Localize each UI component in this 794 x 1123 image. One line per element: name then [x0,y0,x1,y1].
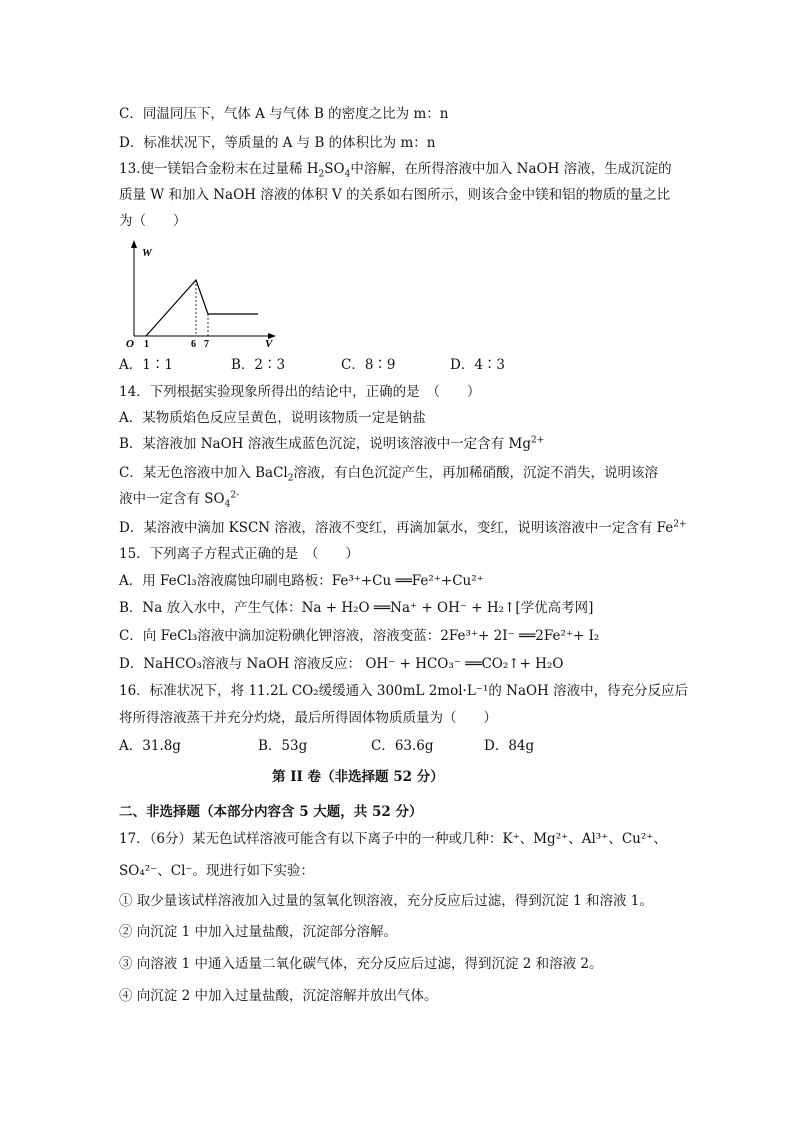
q13-option-d: D．4∶3 [450,357,506,373]
q17-step-2: ② 向沉淀 1 中加入过量盐酸，沉淀部分溶解。 [119,924,397,940]
tick-label-6: 6 [191,339,196,348]
precipitate-volume-graph [124,238,284,348]
q13-option-c: C．8∶9 [341,357,396,373]
y-axis-label: W [142,247,152,259]
q17-step-3: ③ 向溶液 1 中通入适量二氧化碳气体，充分反应后过滤，得到沉淀 2 和溶液 2。 [119,956,603,972]
q13-stem-line1: 13.使一镁铝合金粉末在过量稀 $H_2SO_4$中溶解，在所得溶液中加入 NaOH 溶液，生成沉淀的 [119,161,672,180]
q15-option-d: D．NaHCO₃溶液与 NaOH 溶液反应： OH⁻ + HCO₃⁻ ══CO₂↑+ H₂O [119,656,564,672]
q13-option-b: B．2∶3 [231,357,286,373]
tick-label-1: 1 [144,339,149,348]
q14-option-c-line1: C．某无色溶液中加入 BaCl$_2$溶液，有白色沉淀产生，再加稀硝酸，沉淀不消失，说明该溶 [119,465,658,484]
q17-stem-line2: SO₄²⁻、Cl⁻。现进行如下实验： [119,863,315,879]
origin-label: O [126,338,134,348]
q16-stem-line2: 将所得溶液蒸干并充分灼烧，最后所得固体物质质量为（ ） [119,710,497,726]
precipitate-curve [146,280,258,336]
q12-option-c: C．同温同压下，气体 A 与气体 B 的密度之比为 m：n [119,106,449,122]
q15-stem: 15．下列离子方程式正确的是 （ ） [119,546,359,562]
q16-option-b: B．53g [258,738,308,754]
q16-option-d: D．84g [484,738,535,754]
q14-option-d: D．某溶液中滴加 KSCN 溶液，溶液不变红，再滴加氯水，变红，说明该溶液中一定含有 $Fe^{2+}$ [119,519,687,536]
q16-stem-line1: 16．标准状况下，将 11.2L CO₂缓缓通入 300mL 2mol·L⁻¹的 NaOH 溶液中，待充分反应后 [119,683,689,699]
q14-option-b: B．某溶液加 NaOH 溶液生成蓝色沉淀，说明该溶液中一定含有 $Mg^{2+}$ [119,435,545,452]
q13-stem-line3: 为（ ） [119,213,187,229]
q15-option-c: C．向 FeCl₃溶液中滴加淀粉碘化钾溶液，溶液变蓝：2Fe³⁺+ 2I⁻ ══2Fe²⁺+ I₂ [119,628,600,644]
q17-step-4: ④ 向沉淀 2 中加入过量盐酸，沉淀溶解并放出气体。 [119,988,438,1004]
q17-stem-line1: 17．（6分）某无色试样溶液可能含有以下离子中的一种或几种：K⁺、Mg²⁺、Al³⁺、Cu²⁺、 [119,831,667,847]
q15-option-a: A．用 FeCl₃溶液腐蚀印刷电路板：Fe³⁺+Cu ══Fe²⁺+Cu²⁺ [119,573,484,589]
y-axis-arrow [131,240,137,248]
q16-option-c: C．63.6g [371,738,434,754]
part-title: 二、非选择题（本部分内容含 5 大题，共 52 分） [119,804,423,820]
tick-label-7: 7 [204,339,209,348]
q17-step-1: ① 取少量该试样溶液加入过量的氢氧化钡溶液，充分反应后过滤，得到沉淀 1 和溶液 1。 [119,893,653,909]
q13-stem-line2: 质量 W 和加入 NaOH 溶液的体积 V 的关系如右图所示，则该合金中镁和铝的物质的量之比 [119,187,671,203]
x-axis-label: V [265,338,273,348]
q13-option-a: A．1∶1 [119,357,173,373]
volume-title: 第 II 卷（非选择题 52 分） [272,769,444,785]
q14-stem: 14．下列根据实验现象所得出的结论中，正确的是 （ ） [119,384,481,400]
q16-option-a: A．31.8g [119,738,181,754]
q14-option-a: A．某物质焰色反应呈黄色，说明该物质一定是钠盐 [119,410,426,426]
q15-option-b: B．Na 放入水中，产生气体：Na + H₂O ══Na⁺ + OH⁻ + H₂↑[学优高考网] [119,600,594,616]
q12-option-d: D．标准状况下，等质量的 A 与 B 的体积比为 m：n [119,135,436,151]
q14-option-c-line2: 液中一定含有 $SO_4^{2-}$ [119,490,240,510]
